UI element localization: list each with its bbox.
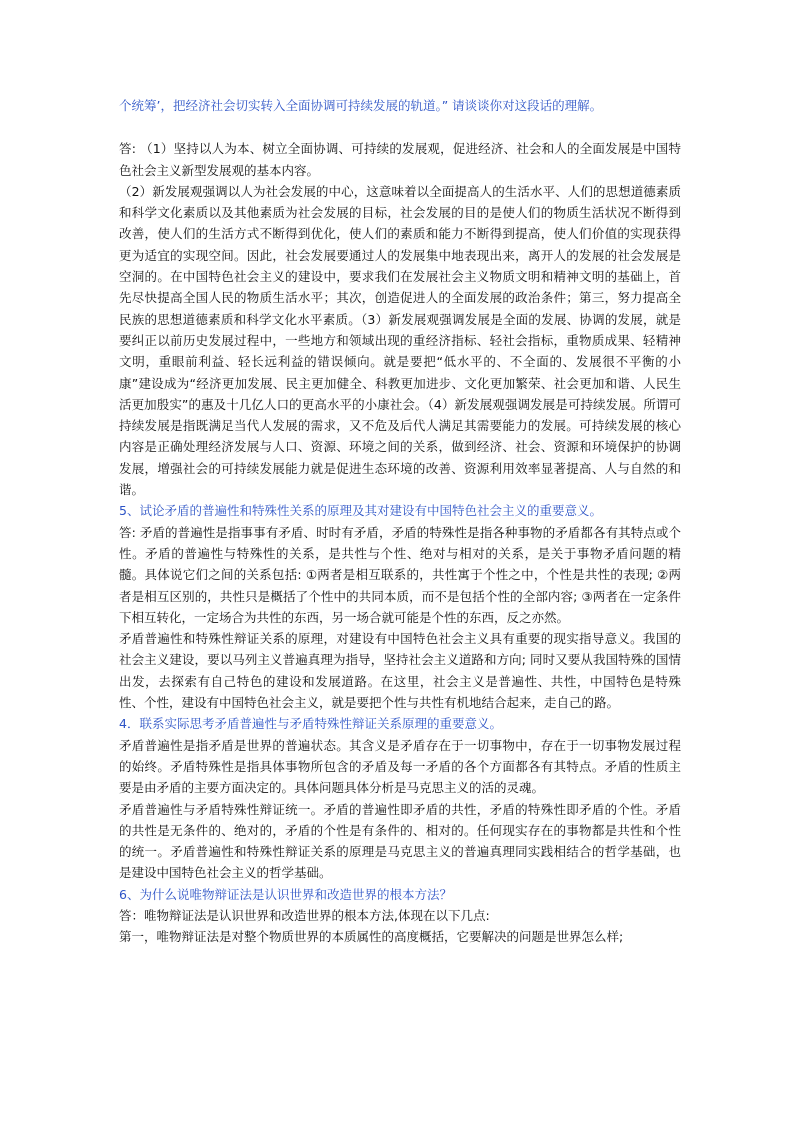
- question-tail-line: 个统筹’，把经济社会切实转入全面协调可持续发展的轨道。” 请谈谈你对这段话的理解。: [119, 98, 603, 113]
- answer-paragraph: 第一，唯物辩证法是对整个物质世界的本质属性的高度概括，它要解决的问题是世界怎么样;: [119, 929, 624, 945]
- spacer: [119, 116, 681, 138]
- answer-paragraph: （2）新发展观强调以人为社会发展的中心，这意味着以全面提高人的生活水平、人们的思想道德素质和科学文化素质以及其他素质为社会发展的目标，社会发展的目的是使人们的物质生活状况不断得到改善，使人们的生活方式不断得到优化，使人们的素质和能力不断得到提高，使人们价值的实现获得更为适宜的实现空间。因此，社会发展要通过人的发展集中地表现出来，离开人的发展的社会发展是空洞的。在中国特色社会主义的建设中，要求我们在发展社会主义物质文明和精神文明的基础上，首先尽快提高全国人民的物质生活水平；其次，创造促进人的全面发展的政治条件；第三，努力提高全民族的思想道德素质和科学文化水平素质。（3）新发展观强调发展是全面的发展、协调的发展，就是要纠正以前历史发展过程中，一些地方和领域出现的重经济指标、轻社会指标，重物质成果、轻精神文明，重眼前利益、轻长远利益的错误倾向。就是要把“低水平的、不全面的、发展很不平衡的小康”建设成为“经济更加发展、民主更加健全、科教更加进步、文化更加繁荣、社会更加和谐、人民生活更加殷实”的惠及十几亿人口的更高水平的小康社会。（4）新发展观强调发展是可持续发展。所谓可持续发展是指既满足当代人发展的需求，又不危及后代人满足其需要能力的发展。可持续发展的核心内容是正确处理经济发展与人口、资源、环境之间的关系，做到经济、社会、资源和环境保护的协调发展，增强社会的可持续发展能力就是促进生态环境的改善、资源利用效率显著提高、人与自然的和谐。: [119, 183, 681, 498]
- document-page: [119, 95, 681, 948]
- answer-paragraph: 答：唯物辩证法是认识世界和改造世界的根本方法,体现在以下几点:: [119, 907, 490, 923]
- answer-paragraph: 答: 矛盾的普遍性是指事事有矛盾、时时有矛盾，矛盾的特殊性是指各种事物的矛盾都各有其特点或个性。矛盾的普遍性与特殊性的关系，是共性与个性、绝对与相对的关系，是关于事物矛盾问题的精髓。具体说它们之间的关系包括: ①两者是相互联系的，共性寓于个性之中，个性是共性的表现; ②两者是相互区别的，共性只是概括了个性中的共同本质，而不是包括个性的全部内容; ③两者在一定条件下相互转化，一定场合为共性的东西，另一场合就可能是个性的东西，反之亦然。: [119, 524, 681, 625]
- answer-paragraph: 矛盾普遍性是指矛盾是世界的普遍状态。其含义是矛盾存在于一切事物中，存在于一切事物发展过程的始终。矛盾特殊性是指具体事物所包含的矛盾及每一矛盾的各个方面都各有其特点。矛盾的性质主要是由矛盾的主要方面决定的。具体问题具体分析是马克思主义的活的灵魂。: [119, 737, 681, 796]
- answer-paragraph: 矛盾普遍性与矛盾特殊性辩证统一。矛盾的普遍性即矛盾的共性，矛盾的特殊性即矛盾的个性。矛盾的共性是无条件的、绝对的，矛盾的个性是有条件的、相对的。任何现实存在的事物都是共性和个性的统一。矛盾普遍性和特殊性辩证关系的原理是马克思主义的普遍真理同实践相结合的哲学基础，也是建设中国特色社会主义的哲学基础。: [119, 801, 681, 881]
- question-heading: 6、为什么说唯物辩证法是认识世界和改造世界的根本方法？: [119, 886, 452, 902]
- answer-paragraph: 矛盾普遍性和特殊性辩证关系的原理，对建设有中国特色社会主义具有重要的现实指导意义。我国的社会主义建设，要以马列主义普遍真理为指导，坚持社会主义道路和方向; 同时又要从我国特殊的国情出发，去探索有自己特色的建设和发展道路。在这里，社会主义是普遍性、共性，中国特色是特殊性、个性，建设有中国特色社会主义，就是要把个性与共性有机地结合起来，走自己的路。: [119, 631, 681, 711]
- question-heading: 5、试论矛盾的普遍性和特殊性关系的原理及其对建设有中国特色社会主义的重要意义。: [119, 503, 602, 519]
- question-heading: 4．联系实际思考矛盾普遍性与矛盾特殊性辩证关系原理的重要意义。: [119, 716, 502, 732]
- answer-paragraph: 答: （1）坚持以人为本、树立全面协调、可持续的发展观，促进经济、社会和人的全面发展是中国特色社会主义新型发展观的基本内容。: [119, 141, 681, 178]
